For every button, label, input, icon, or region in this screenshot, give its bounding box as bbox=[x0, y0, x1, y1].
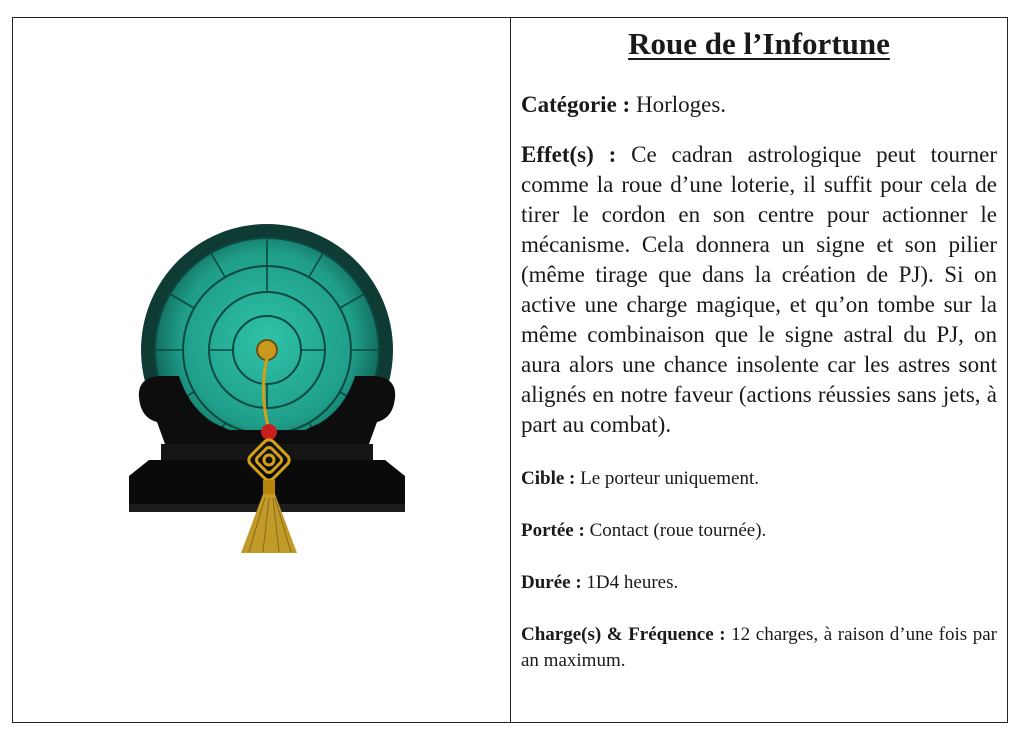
effets-label: Effet(s) : bbox=[521, 142, 617, 167]
effets-row bbox=[521, 140, 997, 440]
duree-row bbox=[521, 570, 997, 596]
astrological-wheel-illustration bbox=[119, 208, 419, 553]
categorie-value: Horloges. bbox=[635, 92, 727, 117]
charges-row bbox=[521, 622, 997, 674]
categorie-label: Catégorie : bbox=[521, 92, 631, 117]
effets-value: Ce cadran astrologique peut tourner comme la roue d’une loterie, il suffit pour cela de tirer le cordon en son centre pour actionner le mécanisme. Cela donnera un signe et son pilier (même tirage que dans la création de PJ). Si on active une charge magique, et qu’on tombe sur la même combinaison que le signe astral du PJ, on aura alors une chance insolente car les astres sont alignés en notre faveur (actions réussies sans jets, à part au combat). bbox=[521, 142, 998, 437]
item-title: Roue de l’Infortune bbox=[628, 26, 890, 61]
item-card bbox=[12, 17, 1008, 723]
image-panel bbox=[13, 18, 511, 722]
portee-value: Contact (roue tournée). bbox=[589, 520, 767, 541]
cible-label: Cible : bbox=[521, 468, 576, 489]
charges-label: Charge(s) & Fréquence : bbox=[521, 624, 726, 645]
duree-value: 1D4 heures. bbox=[586, 572, 679, 593]
cible-value: Le porteur uniquement. bbox=[580, 468, 759, 489]
duree-label: Durée : bbox=[521, 572, 582, 593]
charges-value: 12 charges, à raison d’une fois par an maximum. bbox=[521, 624, 997, 671]
portee-row bbox=[521, 518, 997, 544]
categorie-row bbox=[521, 90, 997, 120]
description-panel bbox=[511, 18, 1007, 722]
cible-row bbox=[521, 466, 997, 492]
portee-label: Portée : bbox=[521, 520, 585, 541]
